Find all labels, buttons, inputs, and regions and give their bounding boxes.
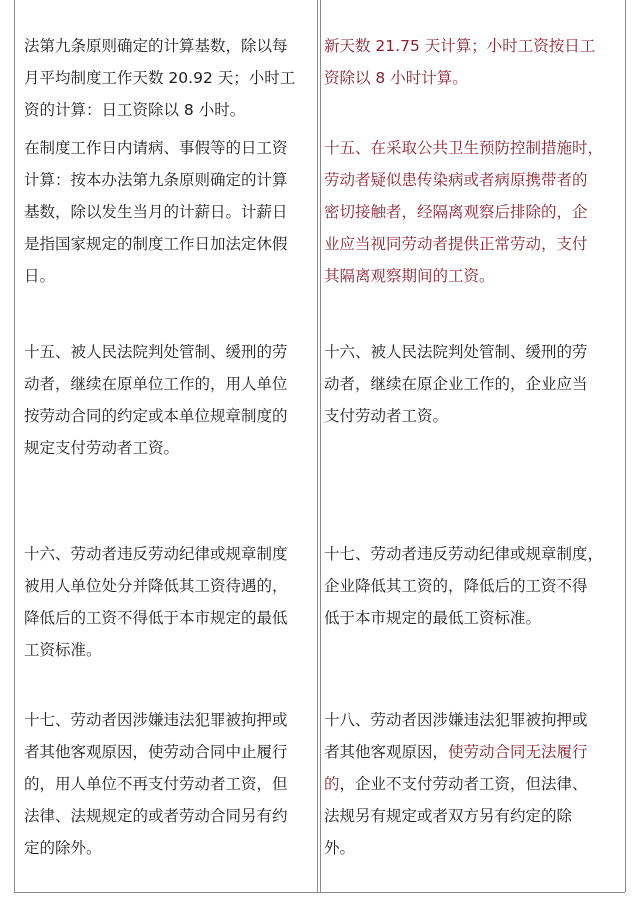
row4-right-cell [324,538,620,634]
text-line: 十七、劳动者因涉嫌违法犯罪被拘押或 [24,711,288,729]
row2-right-cell [324,132,620,292]
text-line: 的，用人单位不再支付劳动者工资，但 [24,775,288,793]
text-line: 业应当视同劳动者提供正常劳动，支付 [324,235,588,253]
text-line: 十五、被人民法院判处管制、缓刑的劳 [24,343,288,361]
text-line [324,832,620,864]
text-segment: 十八、劳动者因涉嫌违法犯罪被拘押或 [324,711,588,729]
text-line: 基数，除以发生当月的计薪日。计薪日 [24,203,288,221]
text-line: 十六、劳动者违反劳动纪律或规章制度 [24,545,288,563]
row5-left-cell [24,704,312,864]
row4-left-cell [24,538,312,666]
row2-left-cell [24,132,312,292]
text-line: 法第九条原则确定的计算基数，除以每 [24,37,288,55]
text-line [324,800,620,832]
text-line: 动者，继续在原企业工作的，企业应当 [324,375,588,393]
text-line: 规定支付劳动者工资。 [24,439,180,457]
text-line: 十五、在采取公共卫生预防控制措施时， [324,139,604,157]
text-line: 其隔离观察期间的工资。 [324,267,495,285]
text-line: 资除以 8 小时计算。 [324,69,468,87]
text-line: 新天数 21.75 天计算；小时工资按日工 [324,37,596,55]
text-line: 计算：按本办法第九条原则确定的计算 [24,171,288,189]
row1-left-cell [24,30,312,126]
text-line: 资的计算：日工资除以 8 小时。 [24,101,246,119]
text-line: 者其他客观原因，使劳动合同中止履行 [24,743,288,761]
text-line: 法律、法规规定的或者劳动合同另有约 [24,807,288,825]
row3-right-cell [324,336,620,432]
column-divider-a [317,0,318,892]
text-line: 低于本市规定的最低工资标准。 [324,609,542,627]
text-segment: ，企业不支付劳动者工资，但法律、 [339,775,588,793]
text-line [324,768,620,800]
text-line: 劳动者疑似患传染病或者病原携带者的 [324,171,588,189]
highlighted-segment: 使劳动合同无法履行 [448,743,588,761]
text-line [324,704,620,736]
text-line: 被用人单位处分并降低其工资待遇的， [24,577,288,595]
text-line: 日。 [24,267,56,285]
text-line: 定的除外。 [24,839,102,857]
text-line: 密切接触者，经隔离观察后排除的，企 [324,203,588,221]
text-line [324,736,620,768]
row1-right-cell [324,30,620,94]
text-segment: 者其他客观原因， [324,743,449,761]
text-line: 动者，继续在原单位工作的，用人单位 [24,375,288,393]
text-line: 企业降低其工资的，降低后的工资不得 [324,577,588,595]
text-line: 月平均制度工作天数 20.92 天；小时工 [24,69,296,87]
table-border-bottom [14,892,625,893]
table-border-right [625,0,626,892]
text-segment: 外。 [324,839,356,857]
text-line: 支付劳动者工资。 [324,407,449,425]
text-line: 降低后的工资不得低于本市规定的最低 [24,609,288,627]
text-line: 按劳动合同的约定或本单位规章制度的 [24,407,288,425]
row3-left-cell [24,336,312,464]
text-line: 工资标准。 [24,641,102,659]
table-border-left [14,0,15,892]
highlighted-segment: 的 [324,775,340,793]
text-line: 是指国家规定的制度工作日加法定休假 [24,235,288,253]
text-line: 十六、被人民法院判处管制、缓刑的劳 [324,343,588,361]
column-divider-b [320,0,321,892]
text-segment: 法规另有规定或者双方另有约定的除 [324,807,573,825]
text-line: 在制度工作日内请病、事假等的日工资 [24,139,288,157]
row5-right-cell [324,704,620,864]
text-line: 十七、劳动者违反劳动纪律或规章制度， [324,545,604,563]
